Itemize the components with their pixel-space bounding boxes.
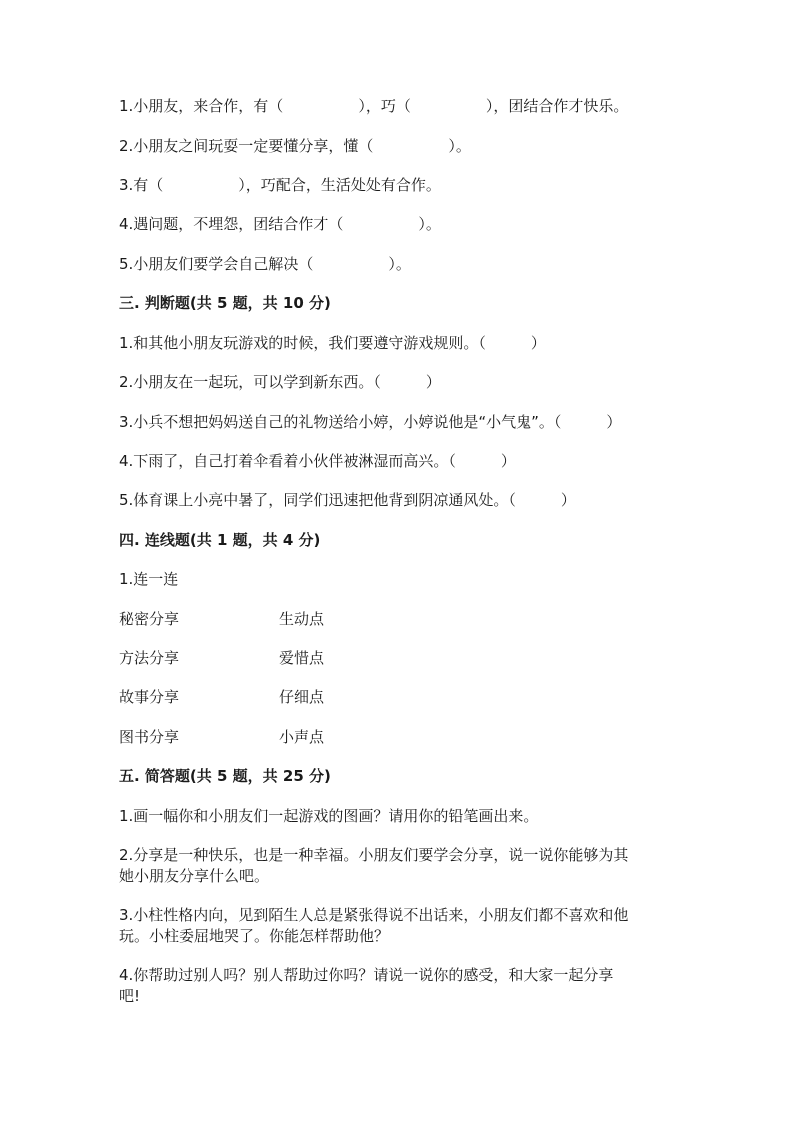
short-answer-q4-line1: 4.你帮助过别人吗？别人帮助过你吗？请说一说你的感受，和大家一起分享 <box>119 966 614 984</box>
short-answer-q3-line2: 玩。小柱委屈地哭了。你能怎样帮助他？ <box>119 927 390 945</box>
matching-right-1: 生动点 <box>279 610 325 628</box>
matching-left-2: 方法分享 <box>119 649 180 667</box>
matching-right-3: 仔细点 <box>279 688 325 706</box>
fill-blank-item-2: 2.小朋友之间玩耍一定要懂分享，懂（ ）。 <box>119 137 471 155</box>
short-answer-q2-line2: 她小朋友分享什么吧。 <box>119 867 270 885</box>
section-heading-short-answer: 五. 简答题(共 5 题，共 25 分) <box>119 767 331 785</box>
fill-blank-item-1: 1.小朋友，来合作，有（ ），巧（ ），团结合作才快乐。 <box>119 97 629 115</box>
judge-item-2: 2.小朋友在一起玩，可以学到新东西。（ ） <box>119 373 441 391</box>
judge-item-1: 1.和其他小朋友玩游戏的时候，我们要遵守游戏规则。（ ） <box>119 334 546 352</box>
short-answer-q1: 1.画一幅你和小朋友们一起游戏的图画？请用你的铅笔画出来。 <box>119 807 539 825</box>
matching-left-3: 故事分享 <box>119 688 180 706</box>
matching-prompt: 1.连一连 <box>119 570 179 588</box>
matching-left-1: 秘密分享 <box>119 610 180 628</box>
judge-item-3: 3.小兵不想把妈妈送自己的礼物送给小婷，小婷说他是“小气鬼”。（ ） <box>119 413 622 431</box>
section-heading-judge: 三. 判断题(共 5 题，共 10 分) <box>119 294 331 312</box>
short-answer-q4-line2: 吧! <box>119 987 141 1005</box>
short-answer-q3-line1: 3.小柱性格内向，见到陌生人总是紧张得说不出话来，小朋友们都不喜欢和他 <box>119 906 629 924</box>
matching-right-4: 小声点 <box>279 728 325 746</box>
fill-blank-item-5: 5.小朋友们要学会自己解决（ ）。 <box>119 255 411 273</box>
fill-blank-item-3: 3.有（ ），巧配合，生活处处有合作。 <box>119 176 441 194</box>
section-heading-matching: 四. 连线题(共 1 题，共 4 分) <box>119 531 321 549</box>
fill-blank-item-4: 4.遇问题，不埋怨，团结合作才（ ）。 <box>119 215 441 233</box>
judge-item-5: 5.体育课上小亮中暑了，同学们迅速把他背到阴凉通风处。（ ） <box>119 491 576 509</box>
matching-left-4: 图书分享 <box>119 728 180 746</box>
judge-item-4: 4.下雨了，自己打着伞看着小伙伴被淋湿而高兴。（ ） <box>119 452 516 470</box>
matching-right-2: 爱惜点 <box>279 649 325 667</box>
short-answer-q2-line1: 2.分享是一种快乐，也是一种幸福。小朋友们要学会分享，说一说你能够为其 <box>119 846 629 864</box>
